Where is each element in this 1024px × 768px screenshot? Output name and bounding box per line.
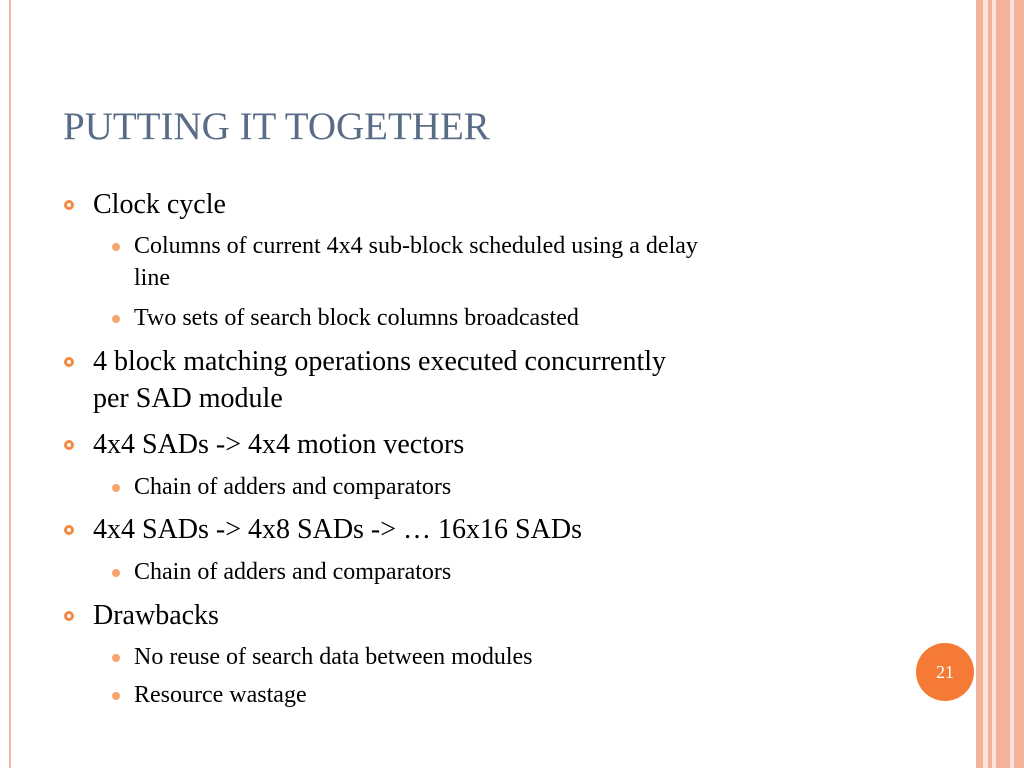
bullet-drawbacks: Drawbacks: [93, 600, 219, 631]
dot-bullet-icon: [112, 692, 120, 700]
page-number-badge: 21: [916, 643, 974, 701]
dot-bullet-icon: [112, 484, 120, 492]
sub-bullet-text: Columns of current 4x4 sub-block scheduled using a delay: [134, 233, 698, 259]
circle-bullet-icon: [64, 525, 74, 535]
sub-bullet-text: Two sets of search block columns broadcasted: [134, 305, 579, 331]
sub-bullet-text: Chain of adders and comparators: [134, 559, 452, 585]
dot-bullet-icon: [112, 569, 120, 577]
sub-bullet-text: Chain of adders and comparators: [134, 474, 452, 500]
circle-bullet-icon: [64, 200, 74, 210]
circle-bullet-icon: [64, 440, 74, 450]
bullet-clock-cycle: Clock cycle: [93, 189, 226, 220]
slide-title: PUTTING IT TOGETHER: [63, 105, 490, 148]
bullet-block-matching: 4 block matching operations executed concurrently: [93, 346, 667, 377]
bullet-motion-vectors: 4x4 SADs -> 4x4 motion vectors: [93, 429, 465, 460]
circle-bullet-icon: [64, 611, 74, 621]
dot-bullet-icon: [112, 654, 120, 662]
dot-bullet-icon: [112, 315, 120, 323]
circle-bullet-icon: [64, 357, 74, 367]
dot-bullet-icon: [112, 243, 120, 251]
bullet-block-matching-continued: per SAD module: [93, 383, 283, 414]
sub-bullet-text: No reuse of search data between modules: [134, 644, 533, 670]
bullet-sad-chain: 4x4 SADs -> 4x8 SADs -> … 16x16 SADs: [93, 514, 582, 545]
sub-bullet-text-continued: line: [134, 265, 170, 291]
sub-bullet-text: Resource wastage: [134, 682, 307, 708]
